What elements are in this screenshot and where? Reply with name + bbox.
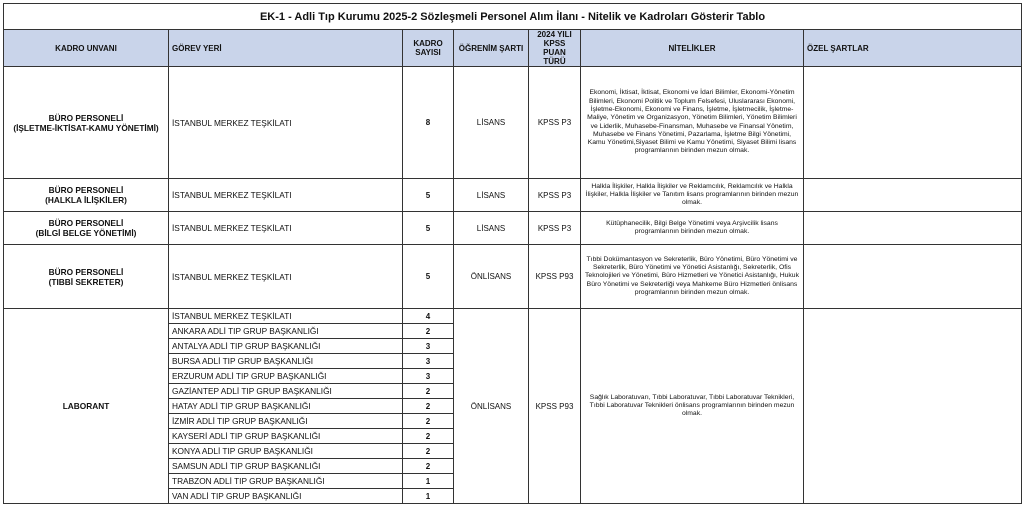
gorev-yeri-cell: KONYA ADLİ TIP GRUP BAŞKANLIĞI — [169, 444, 403, 459]
ogrenim-sarti-cell: LİSANS — [454, 67, 529, 179]
gorev-yeri-cell: VAN ADLİ TIP GRUP BAŞKANLIĞI — [169, 489, 403, 504]
header-kpss-puan-turu — [529, 30, 581, 67]
kadro-sayisi-cell: 2 — [403, 384, 454, 399]
kpss-puan-turu-cell: KPSS P93 — [529, 245, 581, 309]
gorev-yeri-cell: KAYSERİ ADLİ TIP GRUP BAŞKANLIĞI — [169, 429, 403, 444]
table-row — [4, 245, 1022, 309]
gorev-yeri-cell: SAMSUN ADLİ TIP GRUP BAŞKANLIĞI — [169, 459, 403, 474]
header-kpss-line1: 2024 YILI — [537, 30, 572, 39]
unvan-line1: BÜRO PERSONELİ — [48, 185, 124, 195]
laborant-row — [4, 309, 1022, 324]
unvan-line1: BÜRO PERSONELİ — [48, 112, 124, 123]
header-kadro-sayisi-line1: KADRO — [413, 39, 443, 48]
kadro-unvani-cell — [4, 212, 169, 245]
table-row — [4, 212, 1022, 245]
nitelikler-cell: Tıbbi Dokümantasyon ve Sekreterlik, Büro Yönetimi, Büro Yönetimi ve Sekreterlik, Büro Yönetimi ve Yönetici Asistanlığı, Sekreterlik, Ofis Teknolojileri ve Yönetimi, Büro Hizmetleri ve Yönetici Asistanlığı, Hukuk Büro Yönetimi ve Sekreterliği veya Mahkeme Büro Hizmetleri önlisans programlarının birinden mezun olmak. — [581, 245, 804, 309]
kadro-unvani-cell — [4, 245, 169, 309]
unvan-line2: (BİLGİ BELGE YÖNETİMİ) — [35, 228, 137, 238]
document-page — [3, 3, 1021, 504]
ozel-sartlar-cell — [804, 245, 1022, 309]
kadro-sayisi-cell: 2 — [403, 399, 454, 414]
kadro-sayisi-cell: 2 — [403, 459, 454, 474]
kadro-sayisi-cell: 3 — [403, 354, 454, 369]
kadro-sayisi-cell: 4 — [403, 309, 454, 324]
kadro-sayisi-cell: 3 — [403, 369, 454, 384]
unvan-line2: (HALKLA İLİŞKİLER) — [45, 195, 127, 205]
header-kadro-sayisi — [403, 30, 454, 67]
laborant-kpss-cell: KPSS P93 — [529, 309, 581, 504]
gorev-yeri-cell: TRABZON ADLİ TIP GRUP BAŞKANLIĞI — [169, 474, 403, 489]
positions-table — [3, 3, 1022, 504]
laborant-nitelik-cell: Sağlık Laboratuvarı, Tıbbi Laboratuvar, Tıbbi Laboratuvar Teknikleri, Tıbbi Laboratuvar Teknikleri önlisans programlarının birinden mezun olmak. — [581, 309, 804, 504]
ozel-sartlar-cell — [804, 212, 1022, 245]
kadro-sayisi-cell: 2 — [403, 444, 454, 459]
header-nitelikler: NİTELİKLER — [581, 30, 804, 67]
nitelikler-cell: Kütüphanecilik, Bilgi Belge Yönetimi veya Arşivcilik lisans programlarının birinden mezun olmak. — [581, 212, 804, 245]
kadro-sayisi-cell: 8 — [403, 67, 454, 179]
ogrenim-sarti-cell: LİSANS — [454, 179, 529, 212]
gorev-yeri-cell: HATAY ADLİ TIP GRUP BAŞKANLIĞI — [169, 399, 403, 414]
gorev-yeri-cell: ERZURUM ADLİ TIP GRUP BAŞKANLIĞI — [169, 369, 403, 384]
kadro-sayisi-cell: 5 — [403, 179, 454, 212]
kadro-unvani-cell — [4, 179, 169, 212]
gorev-yeri-cell: İSTANBUL MERKEZ TEŞKİLATI — [169, 245, 403, 309]
table-title: EK-1 - Adli Tıp Kurumu 2025-2 Sözleşmeli Personel Alım İlanı - Nitelik ve Kadroları Gösterir Tablo — [4, 4, 1022, 30]
unvan-line2: (TIBBİ SEKRETER) — [48, 276, 124, 287]
unvan-line1: BÜRO PERSONELİ — [48, 218, 124, 228]
ogrenim-sarti-cell: LİSANS — [454, 212, 529, 245]
header-kadro-unvani: KADRO UNVANI — [4, 30, 169, 67]
header-ogrenim-sarti: ÖĞRENİM ŞARTI — [454, 30, 529, 67]
ozel-sartlar-cell — [804, 179, 1022, 212]
unvan-line1: BÜRO PERSONELİ — [48, 266, 124, 277]
kadro-sayisi-cell: 3 — [403, 339, 454, 354]
gorev-yeri-cell: İSTANBUL MERKEZ TEŞKİLATI — [169, 309, 403, 324]
gorev-yeri-cell: BURSA ADLİ TIP GRUP BAŞKANLIĞI — [169, 354, 403, 369]
ozel-sartlar-cell — [804, 67, 1022, 179]
kadro-sayisi-cell: 1 — [403, 474, 454, 489]
unvan-line2: (İŞLETME-İKTİSAT-KAMU YÖNETİMİ) — [13, 122, 159, 133]
gorev-yeri-cell: ANTALYA ADLİ TIP GRUP BAŞKANLIĞI — [169, 339, 403, 354]
title-row — [4, 4, 1022, 30]
gorev-yeri-cell: ANKARA ADLİ TIP GRUP BAŞKANLIĞI — [169, 324, 403, 339]
kadro-sayisi-cell: 2 — [403, 414, 454, 429]
kpss-puan-turu-cell: KPSS P3 — [529, 67, 581, 179]
table-row — [4, 179, 1022, 212]
kadro-unvani-cell — [4, 67, 169, 179]
kadro-sayisi-cell: 2 — [403, 324, 454, 339]
laborant-ogrenim-cell: ÖNLİSANS — [454, 309, 529, 504]
header-kpss-line2: KPSS PUAN — [543, 39, 566, 57]
header-row — [4, 30, 1022, 67]
ogrenim-sarti-cell: ÖNLİSANS — [454, 245, 529, 309]
kadro-sayisi-cell: 5 — [403, 245, 454, 309]
header-kadro-sayisi-line2: SAYISI — [415, 48, 441, 57]
header-ozel-sartlar: ÖZEL ŞARTLAR — [804, 30, 1022, 67]
kadro-sayisi-cell: 2 — [403, 429, 454, 444]
laborant-ozel-sartlar-cell — [804, 309, 1022, 504]
header-kpss-line3: TÜRÜ — [543, 57, 566, 66]
gorev-yeri-cell: GAZİANTEP ADLİ TIP GRUP BAŞKANLIĞI — [169, 384, 403, 399]
gorev-yeri-cell: İZMİR ADLİ TIP GRUP BAŞKANLIĞI — [169, 414, 403, 429]
kpss-puan-turu-cell: KPSS P3 — [529, 212, 581, 245]
gorev-yeri-cell: İSTANBUL MERKEZ TEŞKİLATI — [169, 179, 403, 212]
nitelikler-cell: Halkla İlişkiler, Halkla İlişkiler ve Reklamcılık, Reklamcılık ve Halkla İlişkiler, Halkla İlişkiler ve Tanıtım lisans programlarının birinden mezun olmak. — [581, 179, 804, 212]
table-row — [4, 67, 1022, 179]
gorev-yeri-cell: İSTANBUL MERKEZ TEŞKİLATI — [169, 212, 403, 245]
kpss-puan-turu-cell: KPSS P3 — [529, 179, 581, 212]
kadro-sayisi-cell: 1 — [403, 489, 454, 504]
kadro-sayisi-cell: 5 — [403, 212, 454, 245]
nitelikler-cell: Ekonomi, İktisat, İktisat, Ekonomi ve İdari Bilimler, Ekonomi-Yönetim Bilimleri, Ekonomi Politik ve Toplum Felsefesi, Uluslararası Ekonomi, İşletme-Ekonomi, Ekonomi ve Finans, İşletme, İşletmecilik, İşletme-Maliye, Yönetim ve Organizasyon, Yönetim Bilimleri, Yönetim Bilimleri ve Liderlik, Muhasebe-Finansman, Muhasebe ve Finansal Yönetim, Muhasebe ve Finans Yönetimi, Pazarlama, İşletme Bilgi Yönetimi, Kamu Yönetimi,Siyaset Bilimi ve Kamu Yönetimi, Siyaset Bilimi lisans programlarının birinden mezun olmak. — [581, 67, 804, 179]
gorev-yeri-cell: İSTANBUL MERKEZ TEŞKİLATI — [169, 67, 403, 179]
laborant-unvan-cell: LABORANT — [4, 309, 169, 504]
header-gorev-yeri: GÖREV YERİ — [169, 30, 403, 67]
